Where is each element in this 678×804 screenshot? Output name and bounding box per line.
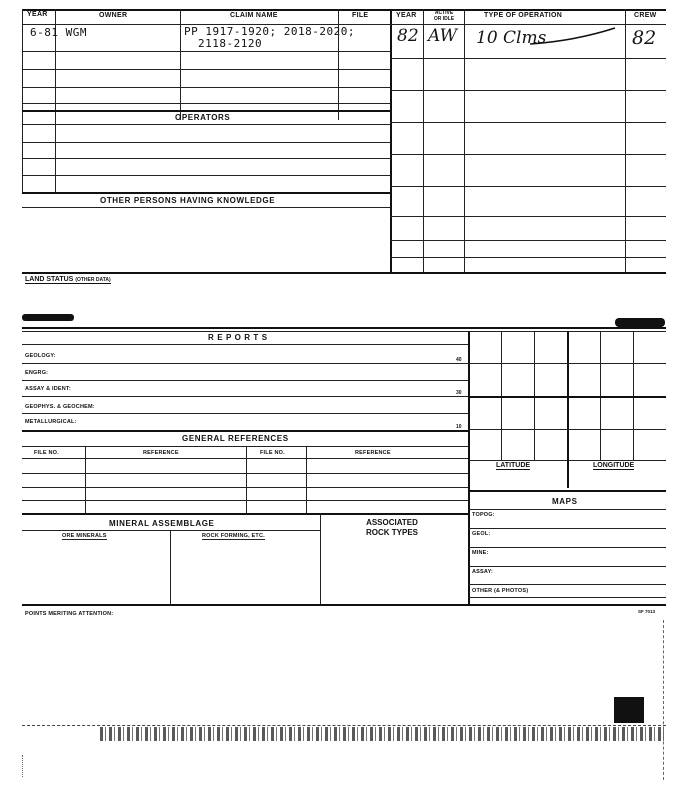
general-references-title: GENERAL REFERENCES [182,434,289,443]
ref-col-reference-1: REFERENCE [143,450,179,456]
owner-entry: 6-81 WGM [30,26,87,39]
maps-topog: TOPOG: [472,512,495,518]
geophys-label: GEOPHYS. & GEOCHEM: [25,404,95,410]
type-of-operation-header: TYPE OF OPERATION [484,12,563,19]
assay-num: 30 [456,390,462,396]
maps-title: MAPS [552,497,578,506]
ref-col-file-1: FILE NO. [34,450,59,456]
ref-col-file-2: FILE NO. [260,450,285,456]
scan-noise-band [100,727,665,741]
handwritten-active: AW [428,26,458,46]
form-code: SF 7013 [638,609,656,614]
assay-label: ASSAY & IDENT: [25,386,71,392]
geology-num: 40 [456,357,462,363]
rock-forming-label: ROCK FORMING, ETC. [202,533,265,539]
owner-header: OWNER [99,12,128,19]
claim-line-2: 2118-2120 [198,37,263,50]
file-header: FILE [352,12,369,19]
active-idle-header: ACTIVE OR IDLE [433,10,455,22]
operators-title: OPERATORS [175,113,231,122]
metallurgical-num: 10 [456,424,462,430]
land-status-label: LAND STATUS (OTHER DATA) [25,276,111,283]
maps-geol: GEOL: [472,531,491,537]
ref-col-reference-2: REFERENCE [355,450,391,456]
reports-title: R E P O R T S [208,333,268,342]
scan-dark-block [614,697,644,723]
mineral-assemblage-title: MINERAL ASSEMBLAGE [109,519,215,528]
maps-other: OTHER (& PHOTOS) [472,588,529,594]
claim-line-1: PP 1917-1920; 2018-2020; [184,25,355,38]
metallurgical-label: METALLURGICAL: [25,419,77,425]
points-meriting-attention-label: POINTS MERITING ATTENTION: [25,611,114,617]
geology-label: GEOLOGY: [25,353,56,359]
ink-smudge-left [22,314,74,321]
engrg-label: ENGRG: [25,370,49,376]
maps-mine: MINE: [472,550,489,556]
handwritten-stroke [470,24,620,54]
maps-assay: ASSAY: [472,569,494,575]
handwritten-operation: 10 Clms [476,28,547,48]
longitude-label: LONGITUDE [593,462,635,469]
handwritten-crew: 82 [632,27,657,49]
crew-header: CREW [634,12,657,19]
year-header: YEAR [27,11,48,18]
activity-year-header: YEAR [396,12,417,19]
ink-smudge-right [615,318,665,327]
associated-rock-types-label: ASSOCIATED ROCK TYPES [365,518,418,537]
knowledge-title: OTHER PERSONS HAVING KNOWLEDGE [100,196,276,205]
latitude-label: LATITUDE [496,462,531,469]
ore-minerals-label: ORE MINERALS [62,533,107,539]
handwritten-year: 82 [397,26,419,46]
claim-name-header: CLAIM NAME [230,12,278,19]
